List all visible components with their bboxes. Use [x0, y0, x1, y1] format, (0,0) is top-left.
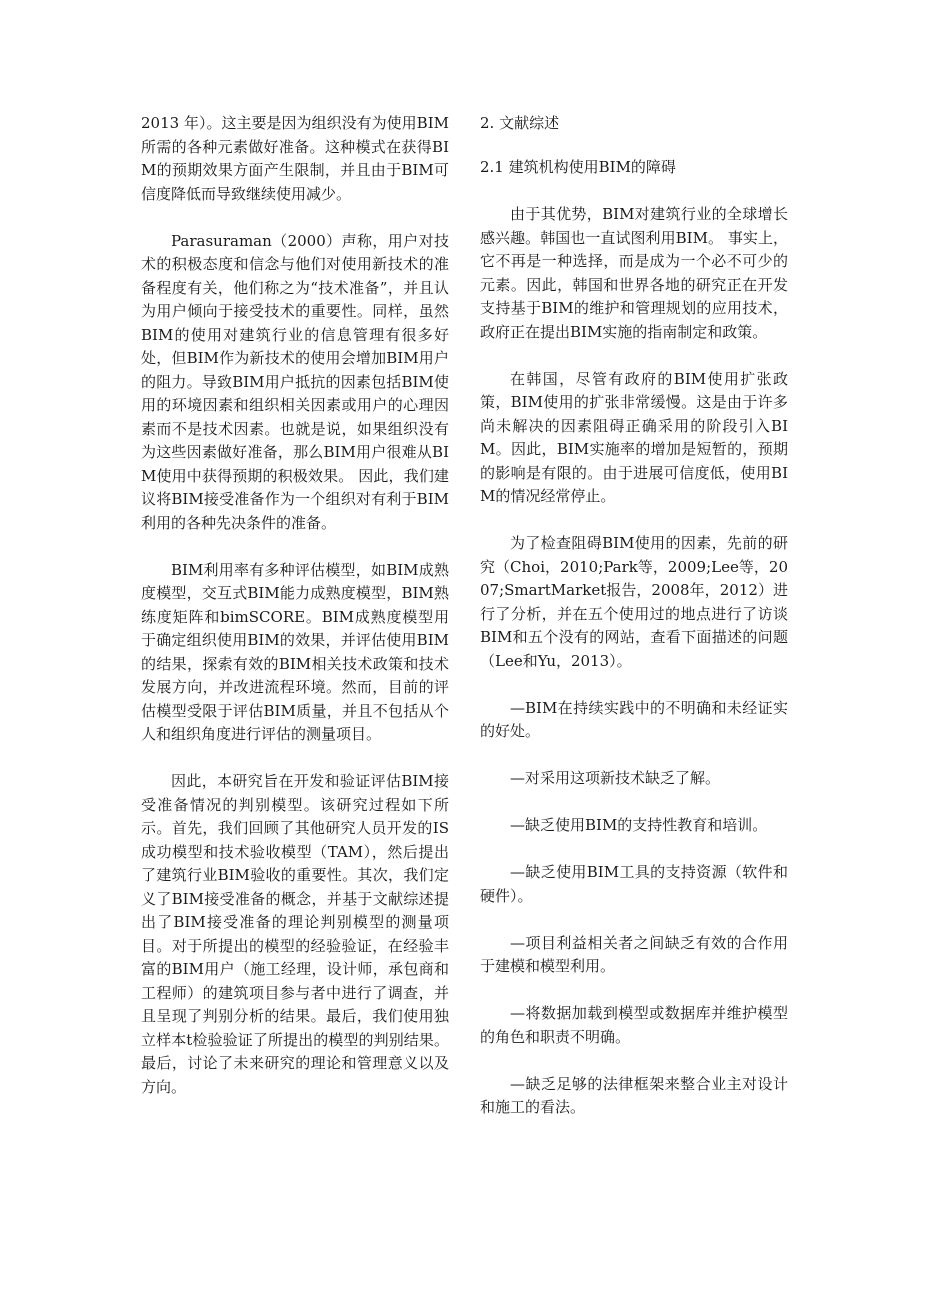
- section-heading: 2. 文献综述: [480, 114, 560, 132]
- right-column: [480, 112, 788, 1143]
- subsection-heading: 2.1 建筑机构使用BIM的障碍: [480, 157, 676, 176]
- list-item: —缺乏使用BIM的支持性教育和培训。: [510, 816, 768, 834]
- list-item: —缺乏足够的法律框架来整合业主对设计和施工的看法。: [480, 1074, 788, 1116]
- paragraph: 在韩国，尽管有政府的BIM使用扩张政策，BIM使用的扩张非常缓慢。这是由于许多尚未解决的因素阻碍正确采用的阶段引入BIM。因此，BIM实施率的增加是短暂的，预期的影响是有限的。由于进展可信度低，使用BIM的情况经常停止。: [480, 369, 788, 505]
- list-item: —将数据加载到模型或数据库并维护模型的角色和职责不明确。: [480, 1004, 788, 1046]
- list-item: —项目利益相关者之间缺乏有效的合作用于建模和模型利用。: [480, 933, 788, 975]
- list-item: —BIM在持续实践中的不明确和未经证实的好处。: [480, 698, 788, 740]
- paragraph: 2013 年）。这主要是因为组织没有为使用BIM所需的各种元素做好准备。这种模式在获得BIM的预期效果方面产生限制，并且由于BIM可信度降低而导致继续使用减少。: [141, 114, 449, 203]
- paragraph: 为了检查阻碍BIM使用的因素，先前的研究（Choi，2010;Park等，2009;Lee等，2007;SmartMarket报告，2008年，2012）进行了分析，并在五个使用过的地点进行了访谈BIM和五个没有的网站，查看下面描述的问题（Lee和Yu，2013）。: [480, 534, 788, 670]
- paragraph: Parasuraman（2000）声称，用户对技术的积极态度和信念与他们对使用新技术的准备程度有关，他们称之为“技术准备”，并且认为用户倾向于接受技术的重要性。同样，虽然BIM的使用对建筑行业的信息管理有很多好处，但BIM作为新技术的使用会增加BIM用户的阻力。导致BIM用户抵抗的因素包括BIM使用的环境因素和组织相关因素或用户的心理因素而不是技术因素。也就是说，如果组织没有为这些因素做好准备，那么BIM用户很难从BIM使用中获得预期的积极效果。 因此，我们建议将BIM接受准备作为一个组织对有利于BIM利用的各种先决条件的准备。: [141, 231, 449, 532]
- paragraph: 因此，本研究旨在开发和验证评估BIM接受准备情况的判别模型。该研究过程如下所示。首先，我们回顾了其他研究人员开发的IS成功模型和技术验收模型（TAM），然后提出了建筑行业BIM验收的重要性。其次，我们定义了BIM接受准备的概念，并基于文献综述提出了BIM接受准备的理论判别模型的测量项目。对于所提出的模型的经验验证，在经验丰富的BIM用户（施工经理，设计师，承包商和工程师）的建筑项目参与者中进行了调查，并且呈现了判别分析的结果。最后，我们使用独立样本t检验验证了所提出的模型的判别结果。最后，讨论了未来研究的理论和管理意义以及方向。: [141, 772, 449, 1096]
- list-item: —缺乏使用BIM工具的支持资源（软件和硬件）。: [480, 863, 788, 905]
- list-item: —对采用这项新技术缺乏了解。: [510, 769, 721, 787]
- paragraph: 由于其优势，BIM对建筑行业的全球增长感兴趣。韩国也一直试图利用BIM。 事实上，它不再是一种选择，而是成为一个必不可少的元素。因此，韩国和世界各地的研究正在开发支持基于BIM的维护和管理规划的应用技术，政府正在提出BIM实施的指南制定和政策。: [480, 205, 788, 341]
- left-column: [141, 112, 449, 1123]
- paragraph: BIM利用率有多种评估模型，如BIM成熟度模型，交互式BIM能力成熟度模型，BIM熟练度矩阵和bimSCORE。BIM成熟度模型用于确定组织使用BIM的效果，并评估使用BIM的结果，探索有效的BIM相关技术政策和技术发展方向，并改进流程环境。然而，目前的评估模型受限于评估BIM质量，并且不包括从个人和组织角度进行评估的测量项目。: [141, 560, 449, 743]
